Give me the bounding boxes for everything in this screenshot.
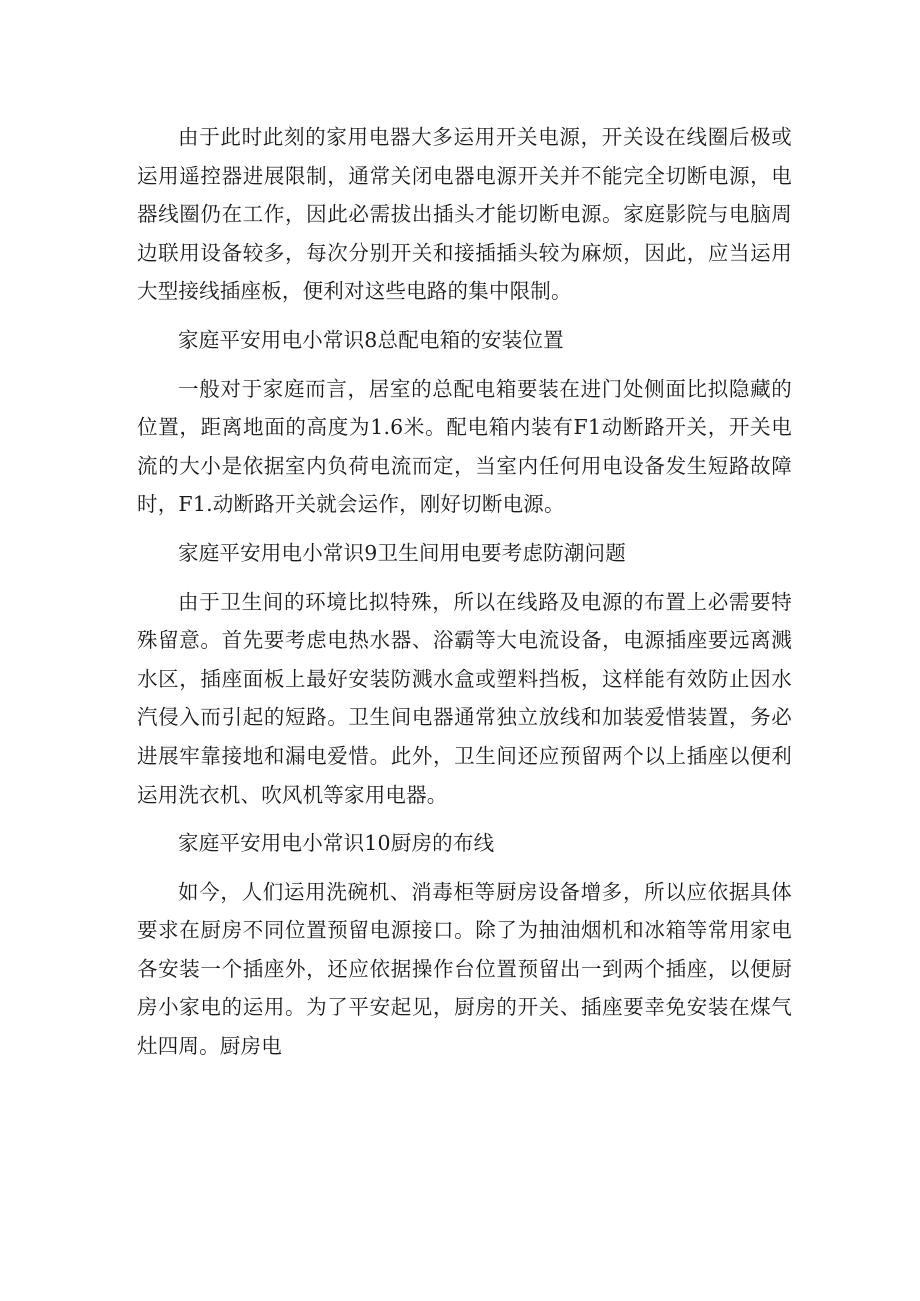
spacer [137, 524, 792, 534]
spacer [137, 814, 792, 824]
heading-tip-8: 家庭平安用电小常识8总配电箱的安装位置 [178, 327, 564, 352]
spacer [137, 573, 792, 583]
paragraph-distribution-box: 一般对于家庭而言，居室的总配电箱要装在进门处侧面比拟隐藏的位置，距离地面的高度为1.6米。配电箱内装有F1动断路开关，开关电流的大小是依据室内负荷电流而定，当室内任何用电设备发生短路故障时，F1.动断路开关就会运作，刚好切断电源。 [137, 376, 792, 517]
spacer [137, 863, 792, 873]
heading-tip-10: 家庭平安用电小常识10厨房的布线 [178, 831, 495, 856]
paragraph-power-switch: 由于此时此刻的家用电器大多运用开关电源，开关设在线圈后极或运用遥控器进展限制，通常关闭电器电源开关并不能完全切断电源，电器线圈仍在工作，因此必需拔出插头才能切断电源。家庭影院与电脑周边联用设备较多，每次分别开关和接插插头较为麻烦，因此，应当运用大型接线插座板，便利对这些电路的集中限制。 [137, 125, 792, 304]
spacer [137, 360, 792, 370]
heading-tip-9: 家庭平安用电小常识9卫生间用电要考虑防潮问题 [178, 540, 626, 565]
paragraph-bathroom: 由于卫生间的环境比拟特殊，所以在线路及电源的布置上必需要特殊留意。首先要考虑电热水器、浴霸等大电流设备，电源插座要远离溅水区，插座面板上最好安装防溅水盒或塑料挡板，这样能有效防止因水汽侵入而引起的短路。卫生间电器通常独立放线和加装爱惜装置，务必进展牢靠接地和漏电爱惜。此外，卫生间还应预留两个以上插座以便利运用洗衣机、吹风机等家用电器。 [137, 589, 792, 807]
spacer [137, 311, 792, 321]
paragraph-kitchen: 如今，人们运用洗碗机、消毒柜等厨房设备增多，所以应依据具体要求在厨房不同位置预留电源接口。除了为抽油烟机和冰箱等常用家电各安装一个插座外，还应依据操作台位置预留出一到两个插座，以便厨房小家电的运用。为了平安起见，厨房的开关、插座要幸免安装在煤气灶四周。厨房电 [137, 879, 792, 1059]
